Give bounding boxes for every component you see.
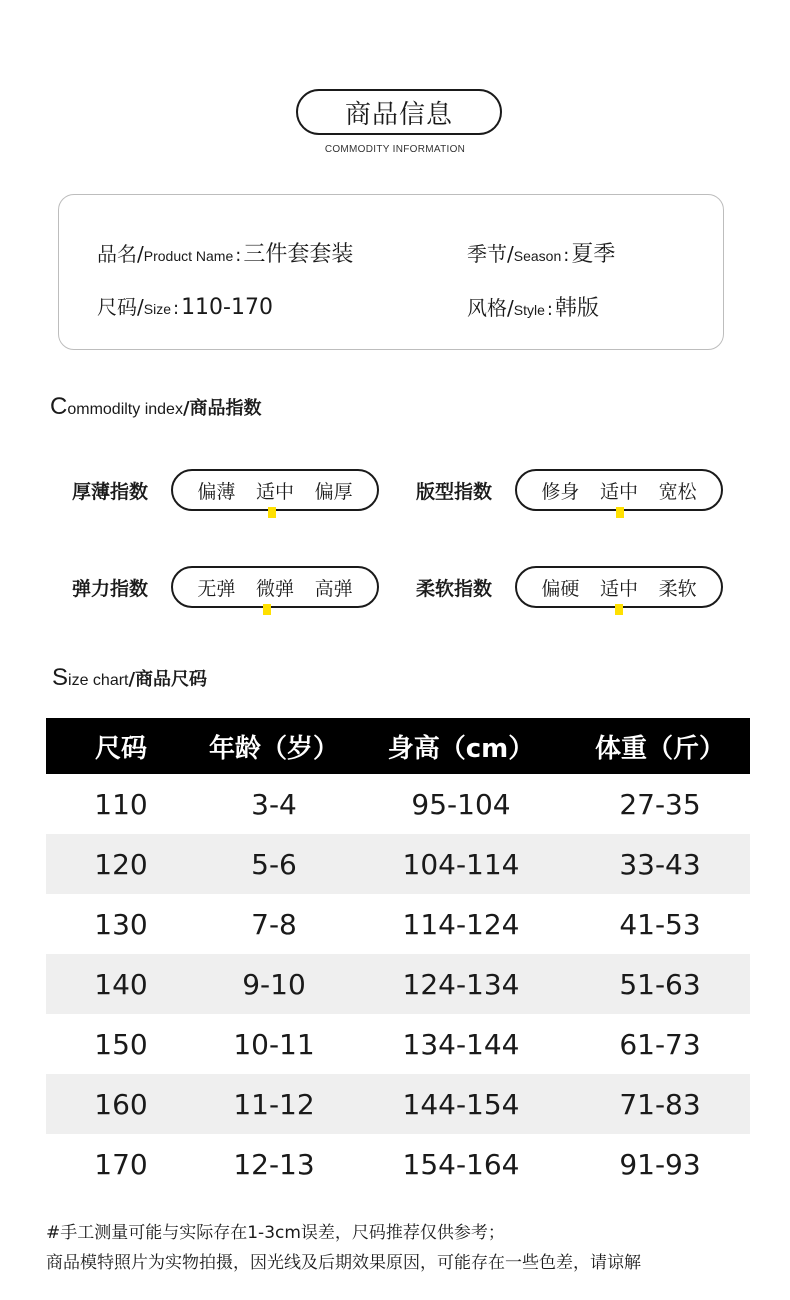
softness-index-marker <box>615 604 623 615</box>
note-color-difference: 商品模特照片为实物拍摄，因光线及后期效果原因，可能存在一些色差，请谅解 <box>46 1253 641 1273</box>
page-subtitle: COMMODITY INFORMATION <box>324 144 466 155</box>
size-table <box>46 718 750 1194</box>
header-age: 年龄（岁） <box>208 733 339 764</box>
info-style: 风格/ Style : 韩版 <box>467 296 599 321</box>
thickness-index-marker <box>268 507 276 518</box>
size-chart-heading: S ize chart /商品尺码 <box>52 664 208 691</box>
elasticity-index-marker <box>263 604 271 615</box>
softness-index-label: 柔软指数 <box>416 578 493 600</box>
thickness-index-label: 厚薄指数 <box>72 481 149 503</box>
fit-index-scale: 修身 适中 宽松 <box>515 469 723 511</box>
product-info-box <box>58 194 724 350</box>
table-row: 140 9-10 124-134 51-63 <box>46 954 750 1014</box>
table-row: 110 3-4 95-104 27-35 <box>94 787 701 821</box>
table-row: 160 11-12 144-154 71-83 <box>46 1074 750 1134</box>
page-title <box>296 89 502 135</box>
table-header <box>46 718 750 774</box>
commodity-index-heading: C ommodilty index /商品指数 <box>50 393 262 420</box>
header-weight: 体重（斤） <box>594 733 725 764</box>
info-season: 季节/ Season : 夏季 <box>467 242 616 267</box>
header-height: 身高（cm） <box>387 733 535 764</box>
table-row: 120 5-6 104-114 33-43 <box>46 834 750 894</box>
page-title-text: 商品信息 <box>344 99 453 130</box>
info-size: 尺码/ Size : 110-170 <box>97 295 273 320</box>
elasticity-index-label: 弹力指数 <box>72 578 149 600</box>
fit-index-label: 版型指数 <box>416 481 493 503</box>
note-measurement: #手工测量可能与实际存在1-3cm误差，尺码推荐仅供参考； <box>46 1223 505 1243</box>
header-size: 尺码 <box>94 733 147 764</box>
info-product-name: 品名/ Product Name : 三件套套装 <box>97 242 354 267</box>
thickness-index-scale: 偏薄 适中 偏厚 <box>171 469 379 511</box>
table-row: 150 10-11 134-144 61-73 <box>94 1027 701 1061</box>
softness-index-scale: 偏硬 适中 柔软 <box>515 566 723 608</box>
elasticity-index-scale: 无弹 微弹 高弹 <box>171 566 379 608</box>
table-row: 170 12-13 154-164 91-93 <box>94 1147 701 1181</box>
table-row: 130 7-8 114-124 41-53 <box>94 907 701 941</box>
fit-index-marker <box>616 507 624 518</box>
